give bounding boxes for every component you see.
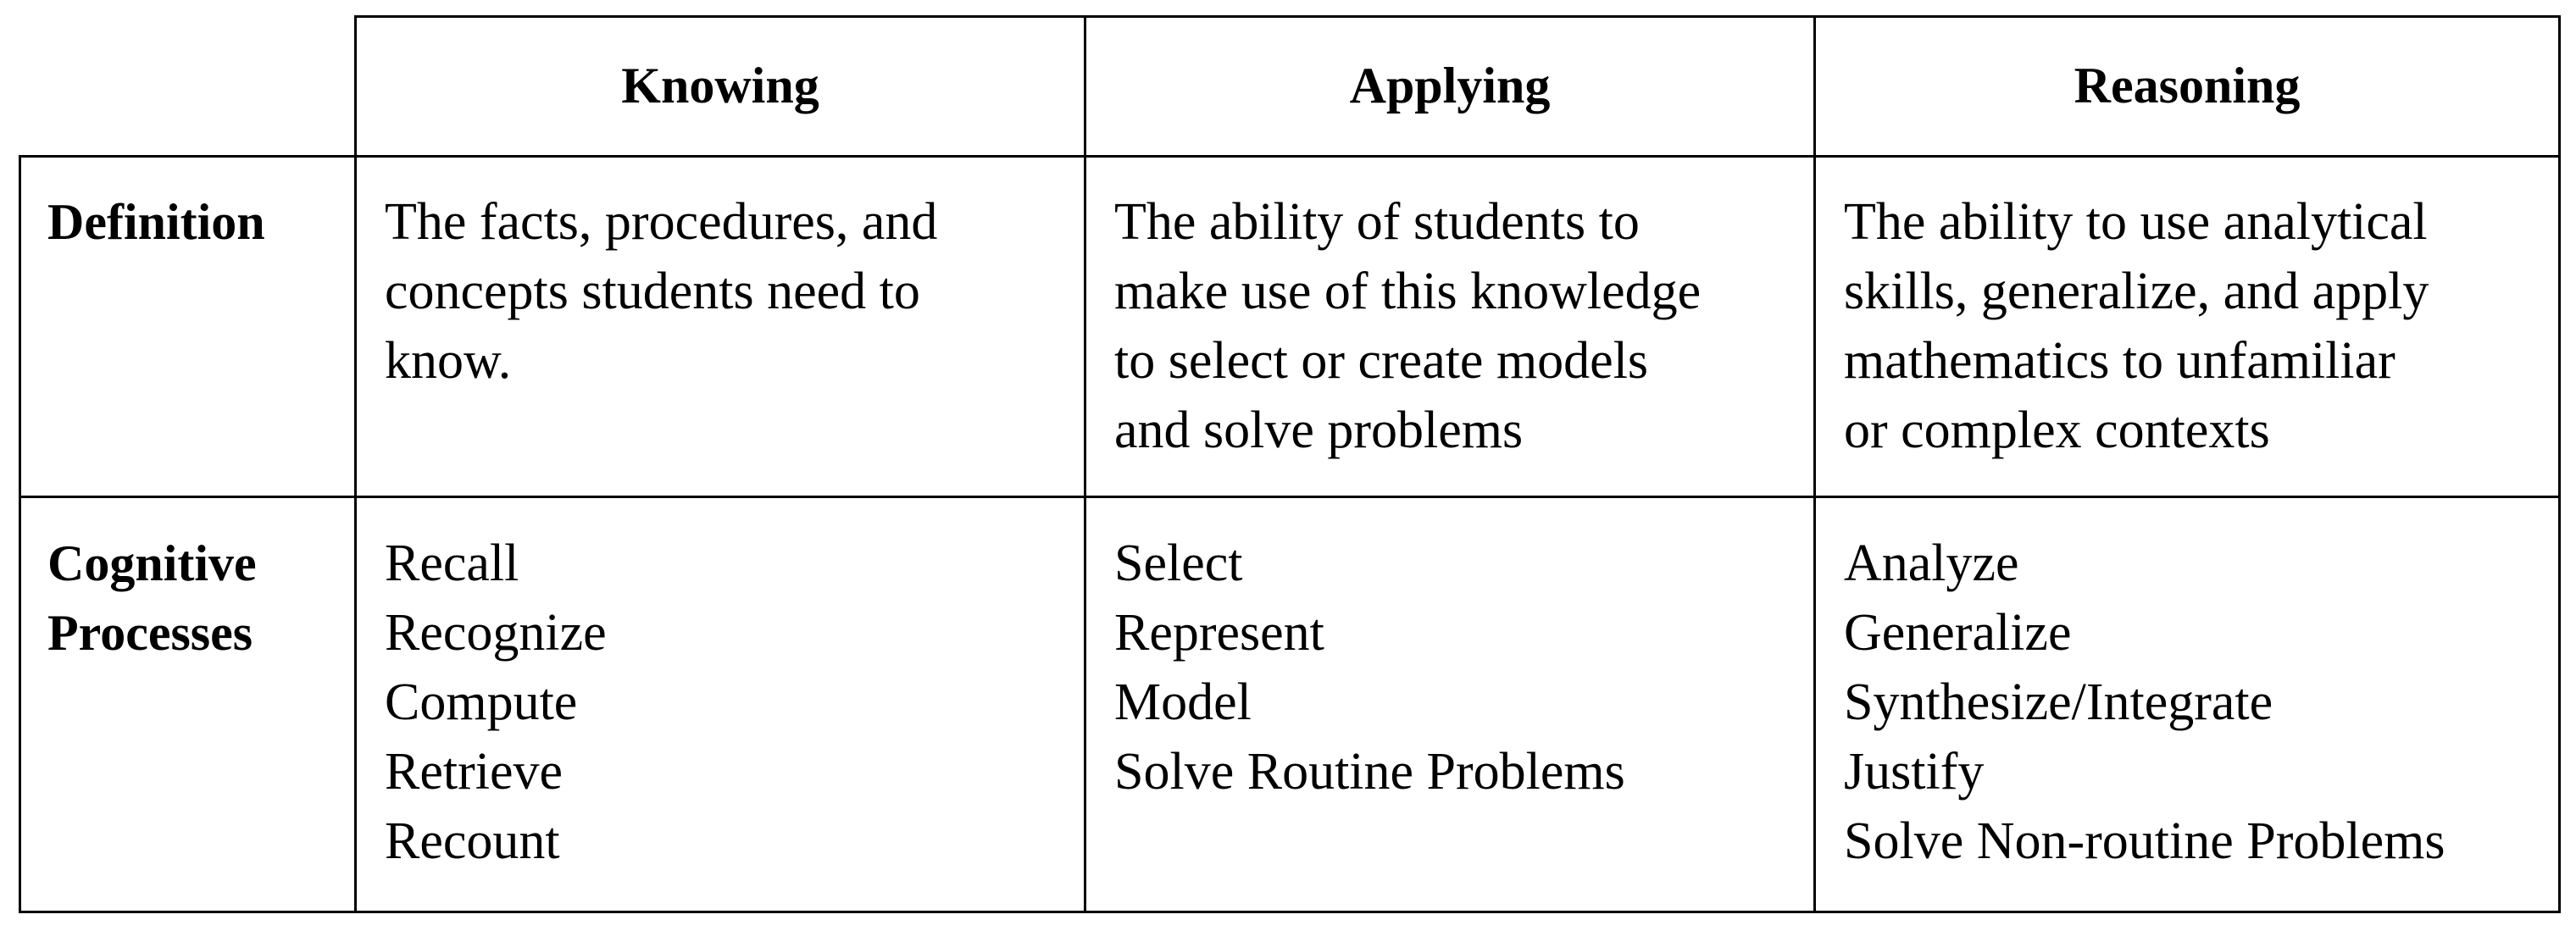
row-label-cognitive-processes: [47, 529, 353, 668]
header-bottom-border: [19, 155, 2561, 158]
cell-text-line: The ability of students to: [1114, 193, 1640, 251]
cell-processes-knowing: [385, 529, 1080, 876]
cell-text-line: mathematics to unfamiliar: [1844, 332, 2396, 390]
column-divider-1: [354, 15, 357, 913]
cell-text-line: Recognize: [385, 604, 607, 662]
column-header-knowing: Knowing: [621, 58, 819, 114]
cell-text-line: The ability to use analytical: [1844, 193, 2428, 251]
cell-text-line: make use of this knowledge: [1114, 263, 1702, 320]
cell-definition-applying: [1114, 187, 1809, 465]
cell-definition-knowing: [385, 187, 1080, 396]
cell-text-line: Recount: [385, 812, 560, 870]
cell-text-line: Recall: [385, 535, 519, 592]
column-header-applying: Applying: [1349, 58, 1551, 114]
row-label-definition: [47, 187, 353, 257]
cell-text-line: Compute: [385, 673, 578, 731]
cell-text-line: concepts students need to: [385, 263, 920, 320]
cell-text-line: Justify: [1844, 743, 1985, 801]
cell-definition-reasoning: [1844, 187, 2556, 465]
table-top-border: [354, 15, 2561, 18]
cell-text-line: Generalize: [1844, 604, 2072, 662]
cell-text-line: skills, generalize, and apply: [1844, 263, 2429, 320]
cell-text-line: Solve Non-routine Problems: [1844, 812, 2446, 870]
table-right-border: [2558, 15, 2561, 913]
cell-text-line: Model: [1114, 673, 1252, 731]
cell-text-line: Select: [1114, 535, 1243, 592]
column-header-reasoning: Reasoning: [2074, 58, 2301, 114]
cell-processes-reasoning: [1844, 529, 2556, 876]
row-divider: [19, 496, 2561, 498]
table-left-border: [19, 155, 21, 913]
cell-text-line: Synthesize/Integrate: [1844, 673, 2273, 731]
cell-processes-applying: [1114, 529, 1809, 806]
cell-text-line: know.: [385, 332, 512, 390]
cell-text-line: or complex contexts: [1844, 402, 2270, 459]
cell-text-line: to select or create models: [1114, 332, 1649, 390]
cell-text-line: Represent: [1114, 604, 1324, 662]
cell-text-line: and solve problems: [1114, 402, 1524, 459]
cell-text-line: Solve Routine Problems: [1114, 743, 1625, 801]
row-label-line: Definition: [47, 194, 265, 250]
row-label-line: Processes: [47, 605, 253, 661]
column-divider-2: [1084, 15, 1086, 913]
row-label-line: Cognitive: [47, 535, 257, 591]
cell-text-line: Analyze: [1844, 535, 2019, 592]
cognitive-domains-table: [19, 15, 2561, 913]
table-bottom-border: [19, 911, 2561, 913]
column-divider-3: [1813, 15, 1816, 913]
cell-text-line: The facts, procedures, and: [385, 193, 938, 251]
cell-text-line: Retrieve: [385, 743, 564, 801]
